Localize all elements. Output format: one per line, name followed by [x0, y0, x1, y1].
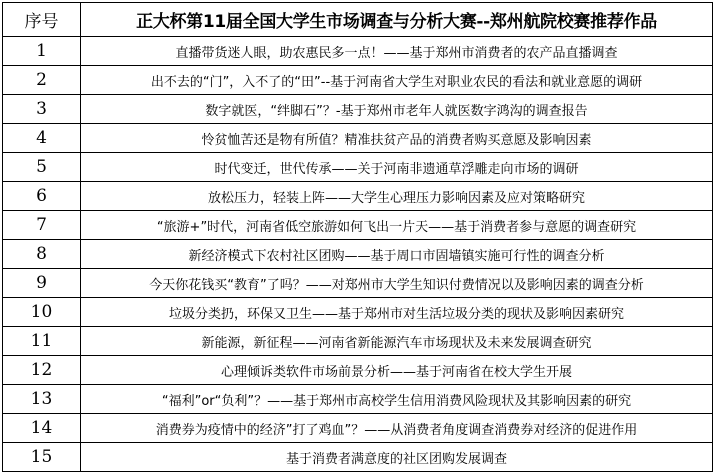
work-title: 怜贫恤苦还是物有所值？精准扶贫产品的消费者购买意愿及影响因素	[81, 124, 713, 153]
work-title: 新能源，新征程——河南省新能源汽车市场现状及未来发展调查研究	[81, 327, 713, 356]
recommended-works-table	[2, 2, 713, 472]
work-title: 垃圾分类扔，环保又卫生——基于郑州市对生活垃圾分类的现状及影响因素研究	[81, 298, 713, 327]
row-number: 2	[3, 66, 81, 95]
table-row	[3, 298, 713, 327]
table-row	[3, 182, 713, 211]
row-number: 7	[3, 211, 81, 240]
work-title: “旅游+”时代，河南省低空旅游如何飞出一片天——基于消费者参与意愿的调查研究	[81, 211, 713, 240]
work-title: 放松压力，轻装上阵——大学生心理压力影响因素及应对策略研究	[81, 182, 713, 211]
table-row	[3, 269, 713, 298]
work-title: 时代变迁，世代传承——关于河南非遗通草浮雕走向市场的调研	[81, 153, 713, 182]
table-row	[3, 414, 713, 443]
index-column-header: 序号	[3, 3, 81, 37]
table-row	[3, 153, 713, 182]
row-number: 5	[3, 153, 81, 182]
table-row	[3, 240, 713, 269]
row-number: 9	[3, 269, 81, 298]
work-title: 基于消费者满意度的社区团购发展调查	[81, 443, 713, 472]
table-row	[3, 66, 713, 95]
row-number: 12	[3, 356, 81, 385]
row-number: 15	[3, 443, 81, 472]
row-number: 3	[3, 95, 81, 124]
table-title-header: 正大杯第11届全国大学生市场调查与分析大赛--郑州航院校赛推荐作品	[81, 3, 713, 37]
table-row	[3, 211, 713, 240]
row-number: 14	[3, 414, 81, 443]
row-number: 1	[3, 37, 81, 66]
work-title: 数字就医，“绊脚石”？-基于郑州市老年人就医数字鸿沟的调查报告	[81, 95, 713, 124]
work-title: 消费券为疫情中的经济”打了鸡血”？——从消费者角度调查消费券对经济的促进作用	[81, 414, 713, 443]
work-title: 直播带货迷人眼，助农惠民多一点！——基于郑州市消费者的农产品直播调查	[81, 37, 713, 66]
table-header-row	[3, 3, 713, 37]
work-title: 今天你花钱买“教育”了吗？——对郑州市大学生知识付费情况以及影响因素的调查分析	[81, 269, 713, 298]
row-number: 10	[3, 298, 81, 327]
row-number: 8	[3, 240, 81, 269]
row-number: 4	[3, 124, 81, 153]
table-row	[3, 385, 713, 414]
table-row	[3, 37, 713, 66]
work-title: 心理倾诉类软件市场前景分析——基于河南省在校大学生开展	[81, 356, 713, 385]
table-row	[3, 327, 713, 356]
row-number: 11	[3, 327, 81, 356]
row-number: 6	[3, 182, 81, 211]
table-row	[3, 124, 713, 153]
table-row	[3, 95, 713, 124]
table-row	[3, 356, 713, 385]
row-number: 13	[3, 385, 81, 414]
table-row	[3, 443, 713, 472]
work-title: 新经济模式下农村社区团购——基于周口市固墙镇实施可行性的调查分析	[81, 240, 713, 269]
work-title: “福利”or“负利”？——基于郑州市高校学生信用消费风险现状及其影响因素的研究	[81, 385, 713, 414]
work-title: 出不去的“门”，入不了的“田”--基于河南省大学生对职业农民的看法和就业意愿的调研	[81, 66, 713, 95]
